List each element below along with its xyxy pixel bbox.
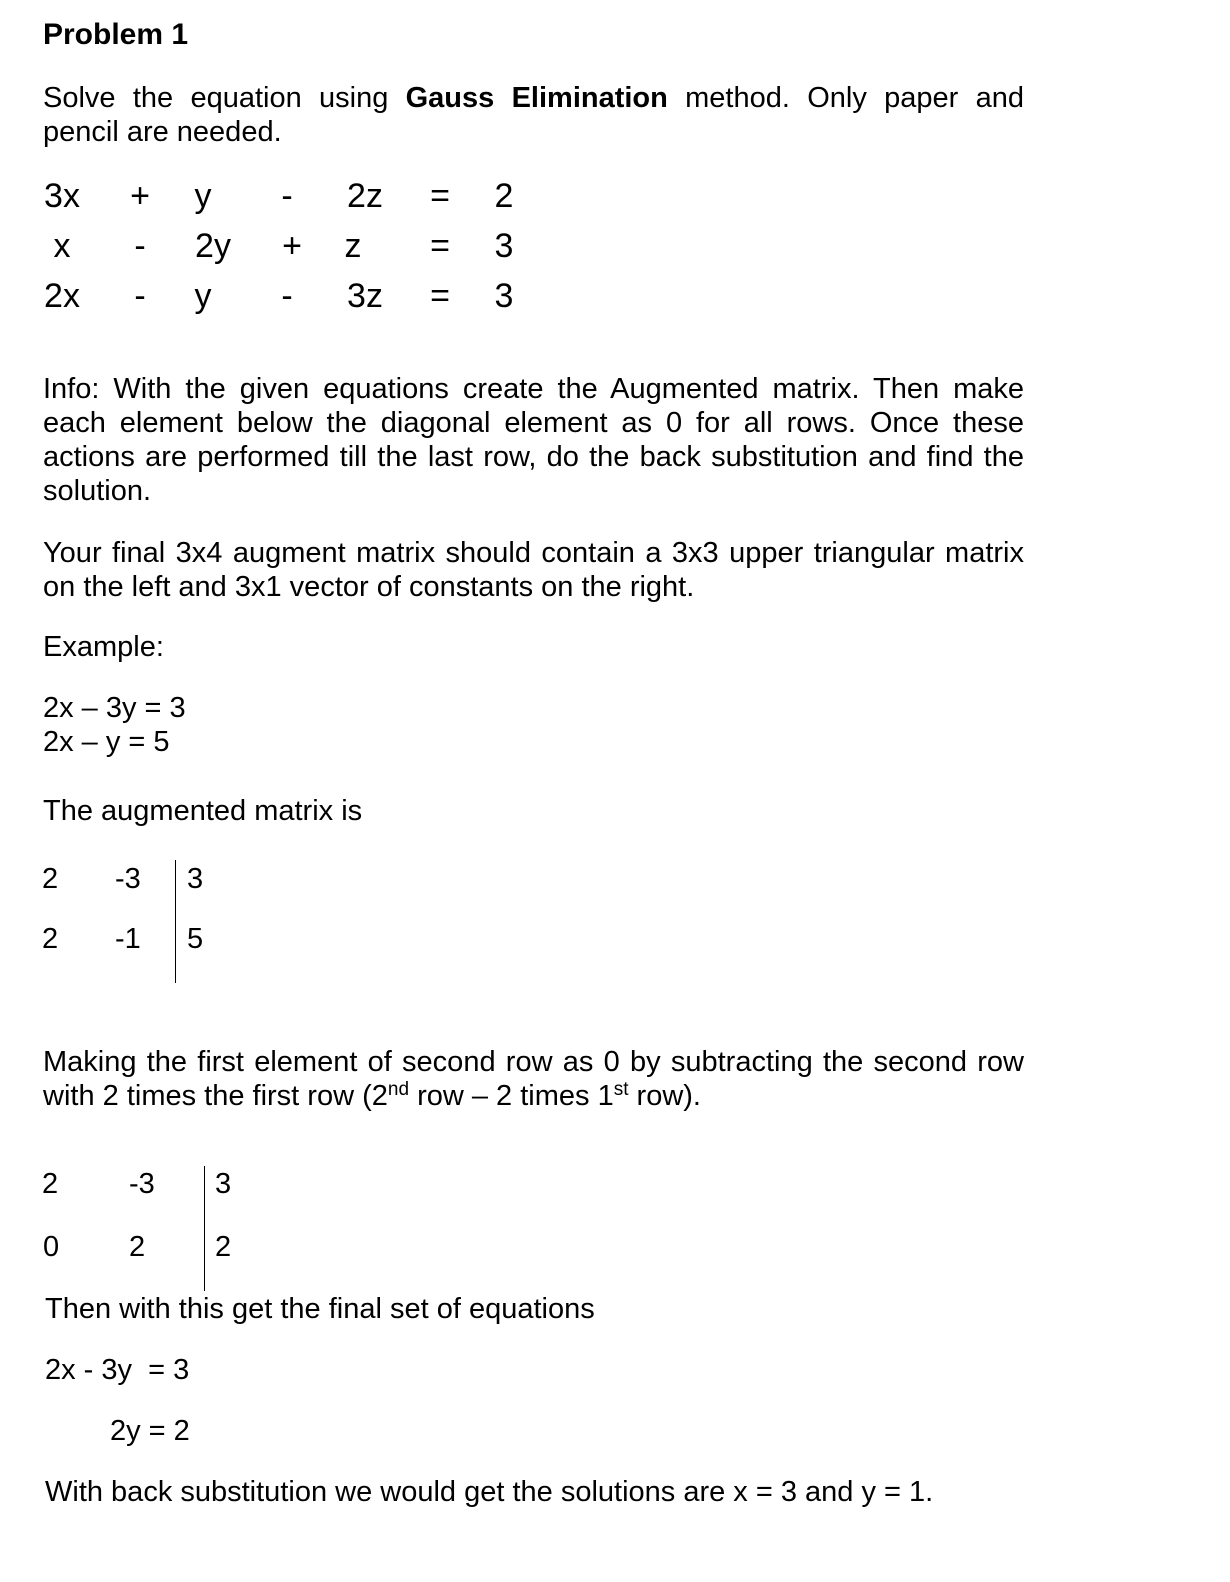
- eq-constant: 3: [494, 277, 514, 315]
- eq-operator: -: [281, 177, 293, 215]
- example-equation: 2x – 3y = 3: [43, 692, 186, 724]
- final-equations-label: Then with this get the final set of equations: [45, 1293, 595, 1325]
- matrix-cell: -1: [115, 923, 141, 955]
- step-paragraph: [43, 1045, 1024, 1113]
- matrix-cell: -3: [115, 863, 141, 895]
- matrix-cell: 2: [42, 923, 59, 955]
- final-equation: 2y = 2: [110, 1415, 190, 1447]
- eq-term: y: [194, 277, 212, 315]
- augmented-divider: [175, 860, 176, 983]
- matrix-cell: -3: [129, 1168, 155, 1200]
- eq-equals: =: [430, 177, 450, 215]
- matrix-cell: 5: [187, 923, 204, 955]
- eq-equals: =: [430, 227, 450, 265]
- eq-term: 3x: [44, 177, 80, 215]
- intro-text-before: Solve the equation using: [43, 82, 406, 114]
- eq-operator: +: [130, 177, 150, 215]
- problem-title: Problem 1: [43, 18, 189, 51]
- step-text: row – 2 times 1: [409, 1080, 614, 1112]
- eq-operator: -: [134, 227, 146, 265]
- matrix-cell: 2: [129, 1231, 146, 1263]
- matrix-cell: 3: [215, 1168, 232, 1200]
- final-equation: 2x - 3y = 3: [45, 1354, 190, 1386]
- intro-method-name: Gauss Elimination: [405, 82, 668, 114]
- eq-constant: 3: [494, 227, 514, 265]
- eq-term: 2x: [44, 277, 80, 315]
- info-paragraph: Info: With the given equations create the Augmented matrix. Then make each element below the diagonal element as 0 for all rows. Once these actions are performed till the last row, do the back substitution and find the solution.: [43, 373, 1024, 507]
- final-matrix-note: Your final 3x4 augment matrix should contain a 3x3 upper triangular matrix on the left and 3x1 vector of constants on the right.: [43, 537, 1024, 603]
- step-superscript: st: [613, 1079, 629, 1100]
- step-superscript: nd: [387, 1079, 410, 1100]
- conclusion: With back substitution we would get the solutions are x = 3 and y = 1.: [45, 1476, 934, 1508]
- eq-operator: -: [134, 277, 146, 315]
- eq-term: y: [194, 177, 212, 215]
- eq-term: 2z: [347, 177, 383, 215]
- augmented-matrix-label: The augmented matrix is: [43, 795, 363, 827]
- eq-operator: -: [281, 277, 293, 315]
- augmented-divider: [204, 1166, 205, 1291]
- eq-term: z: [344, 227, 362, 265]
- matrix-cell: 2: [42, 1168, 59, 1200]
- matrix-cell: 2: [42, 863, 59, 895]
- eq-term: 2y: [195, 227, 231, 265]
- matrix-cell: 2: [215, 1231, 232, 1263]
- matrix-cell: 0: [43, 1231, 60, 1263]
- intro-paragraph: [43, 81, 1024, 149]
- eq-term: x: [53, 227, 71, 265]
- eq-operator: +: [282, 227, 302, 265]
- eq-term: 3z: [347, 277, 383, 315]
- matrix-cell: 3: [187, 863, 204, 895]
- step-text: Making the first element of second row as 0 by subtracting the second row with 2 times the first row (2: [43, 1046, 1024, 1112]
- step-text: row).: [628, 1080, 701, 1112]
- eq-constant: 2: [494, 177, 514, 215]
- example-equation: 2x – y = 5: [43, 726, 170, 758]
- eq-equals: =: [430, 277, 450, 315]
- example-label: Example:: [43, 631, 164, 663]
- intro-text-after: method. Only paper and pencil are needed.: [43, 82, 1024, 148]
